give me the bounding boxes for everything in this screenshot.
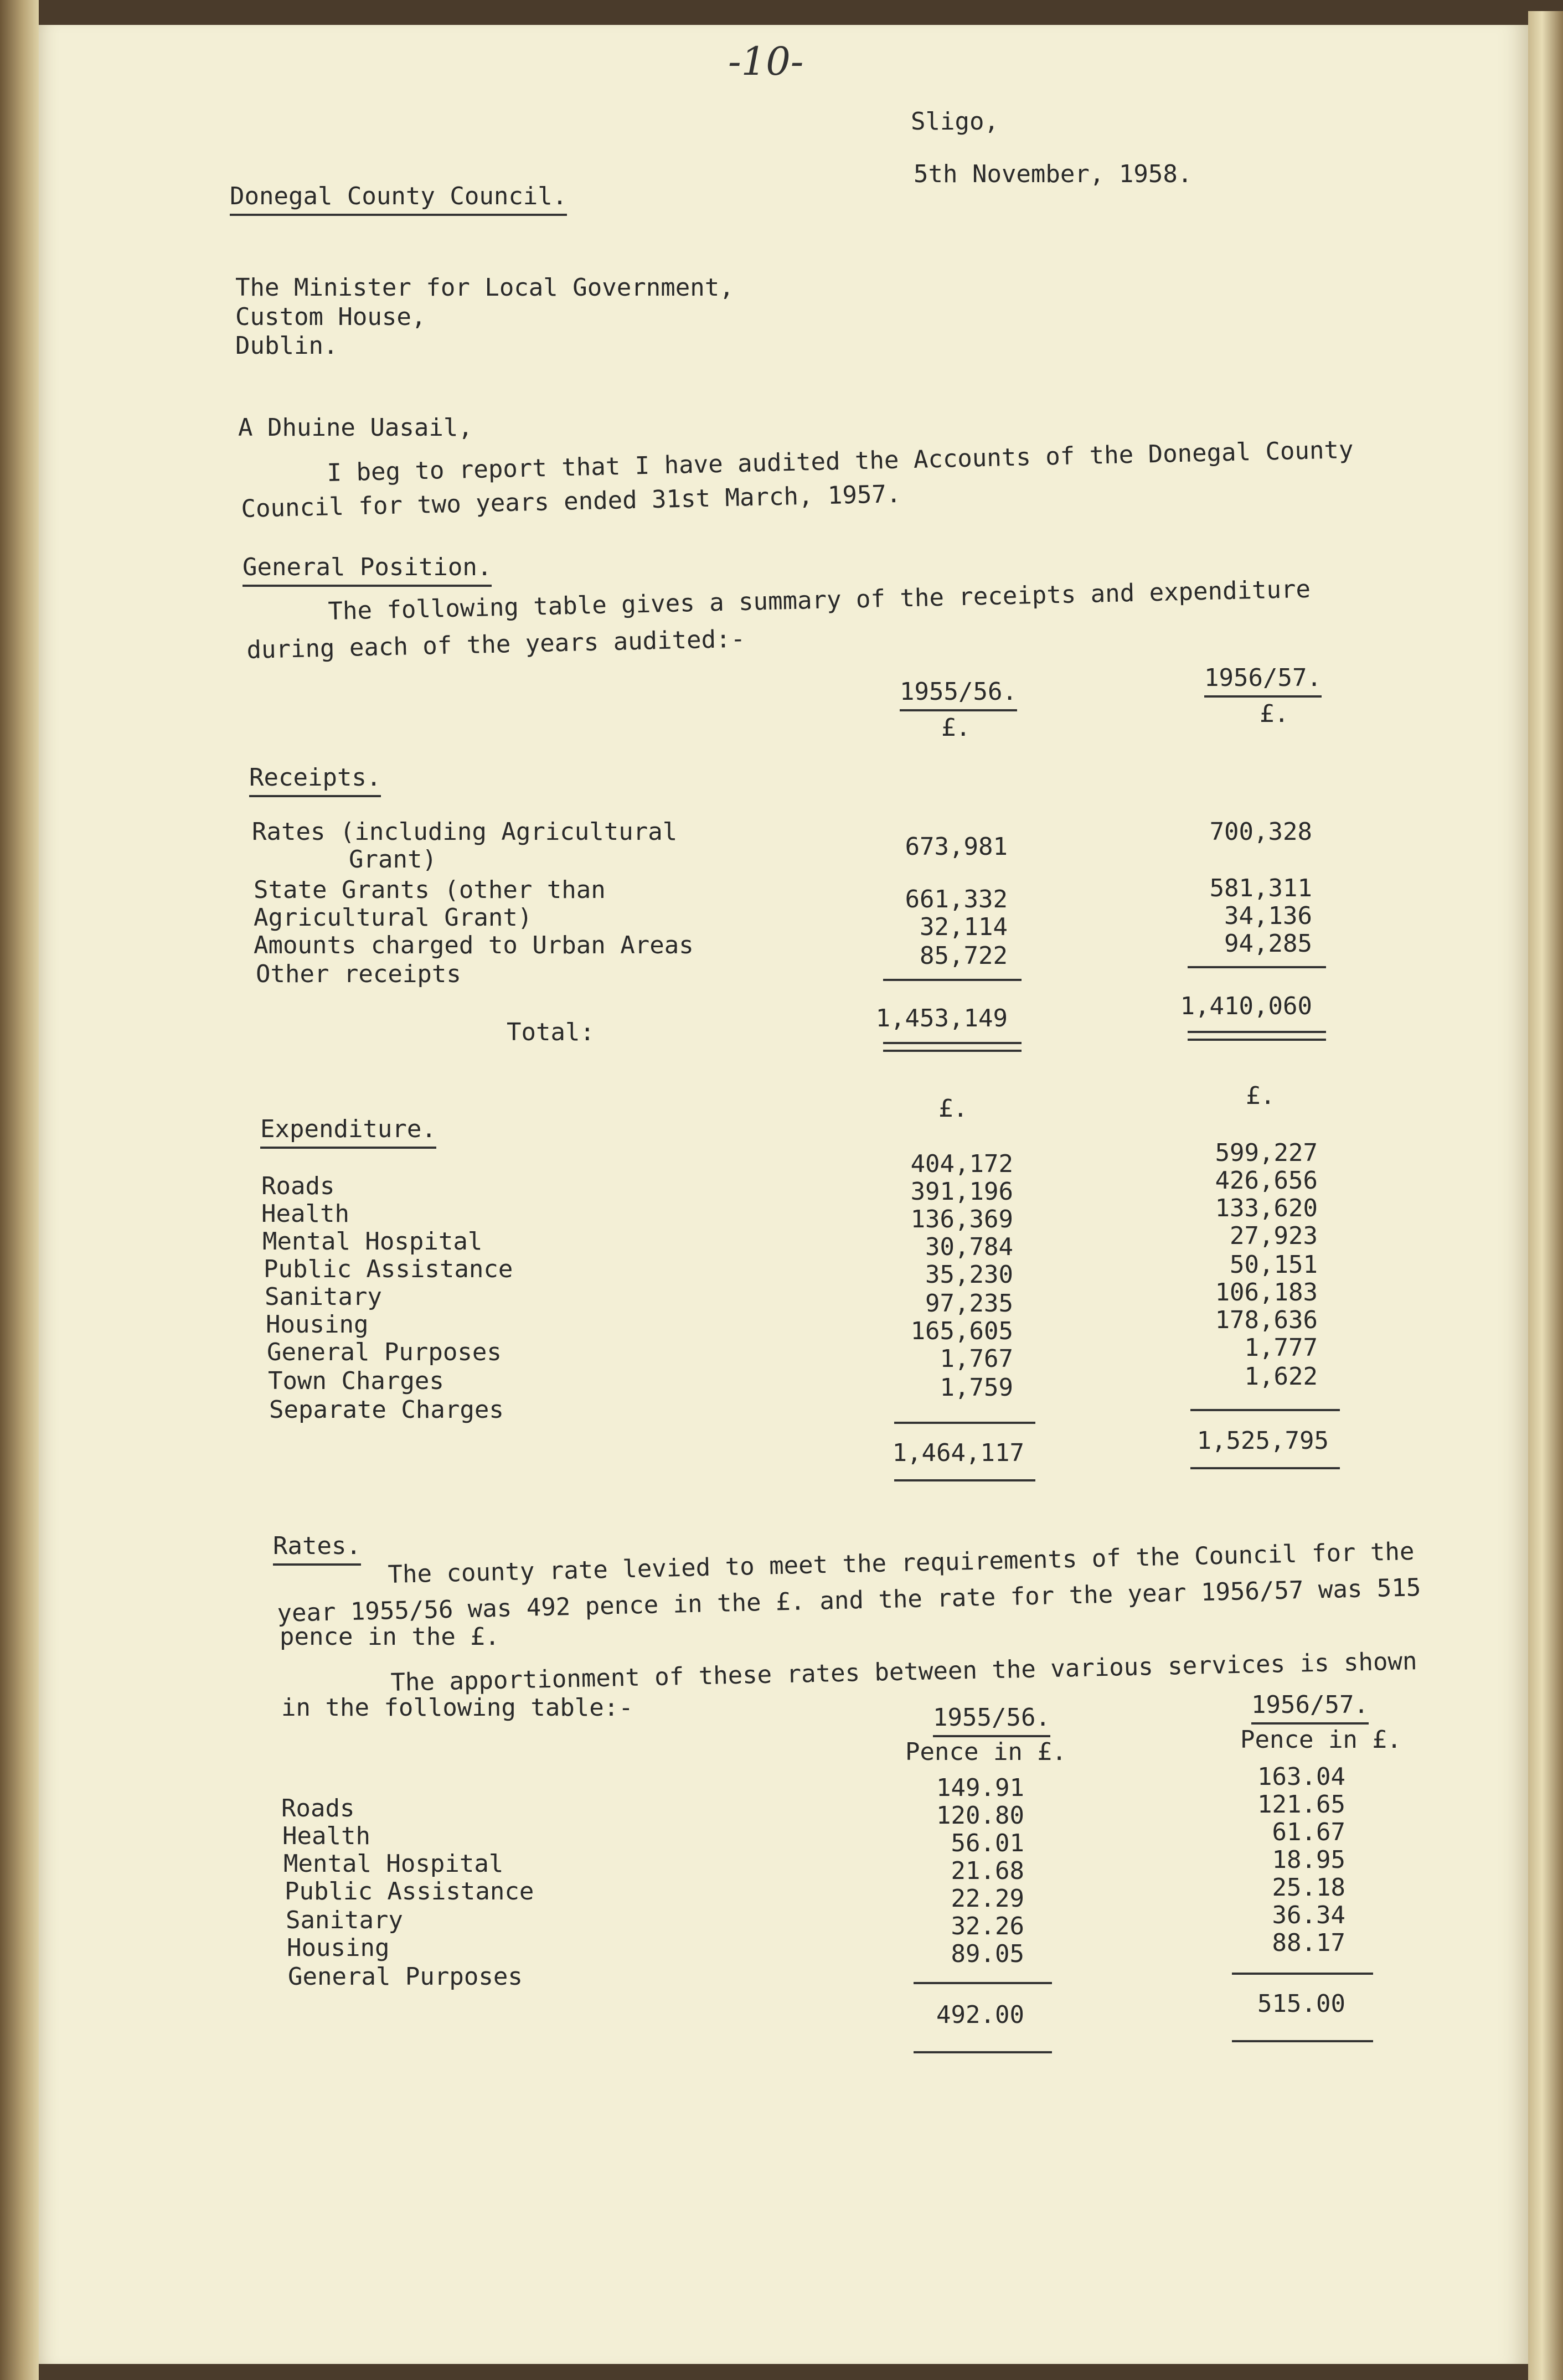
receipts-total-1955: 1,453,149	[875, 1004, 1008, 1032]
receipts-total-rule-1955	[883, 1042, 1022, 1052]
council-name: Donegal County Council.	[230, 183, 567, 216]
place: Sligo,	[911, 107, 999, 136]
expenditure-label: Housing	[266, 1310, 369, 1339]
rates-value-1956: 18.95	[1272, 1846, 1345, 1874]
general-position-heading: General Position.	[243, 554, 492, 587]
gp-para-line-2: during each of the years audited:-	[246, 624, 746, 664]
intro-line-1: I beg to report that I have audited the Accounts of the Donegal County	[326, 435, 1354, 487]
expenditure-label: Sanitary	[265, 1283, 382, 1311]
book-edge	[1528, 11, 1563, 2380]
receipt-value-1956: 700,328	[1209, 818, 1312, 846]
exp-col2-unit: £.	[1246, 1082, 1275, 1110]
expenditure-total-1956: 1,525,795	[1196, 1427, 1329, 1455]
rates-value-1955: 22.29	[951, 1885, 1024, 1913]
receipt-value-1955: 32,114	[920, 913, 1008, 941]
rates-col1-year: 1955/56.	[933, 1704, 1050, 1737]
expenditure-value-1956: 599,227	[1215, 1139, 1318, 1167]
expenditure-rule-1956	[1190, 1409, 1340, 1411]
rates-value-1956: 36.34	[1272, 1901, 1345, 1929]
addressee-line-1: The Minister for Local Government,	[235, 273, 734, 302]
expenditure-value-1956: 50,151	[1230, 1251, 1318, 1279]
expenditure-total-1955: 1,464,117	[892, 1439, 1024, 1467]
rates-label: Sanitary	[286, 1906, 403, 1934]
gp-col1-year: 1955/56.	[900, 678, 1017, 711]
rates-total-1955: 492.00	[936, 2001, 1024, 2029]
receipt-value-1956: 94,285	[1224, 930, 1312, 958]
rates-value-1955: 21.68	[951, 1857, 1024, 1885]
rates-value-1956: 121.65	[1257, 1790, 1345, 1819]
expenditure-label: Health	[261, 1200, 349, 1228]
rates-col1-unit: Pence in £.	[905, 1738, 1067, 1766]
expenditure-heading: Expenditure.	[260, 1116, 436, 1149]
rates-value-1955: 32.26	[951, 1912, 1024, 1940]
expenditure-label: Separate Charges	[269, 1396, 504, 1424]
receipt-value-1956: 34,136	[1224, 902, 1312, 930]
rates-value-1955: 56.01	[951, 1829, 1024, 1857]
rates-value-1955: 149.91	[936, 1774, 1024, 1802]
rates-label: Health	[282, 1822, 370, 1850]
receipt-label: Amounts charged to Urban Areas	[254, 931, 694, 959]
letter-date: 5th November, 1958.	[914, 160, 1193, 188]
expenditure-label: Roads	[261, 1172, 335, 1200]
receipts-rule-1956	[1188, 966, 1326, 968]
rates-label: Housing	[287, 1934, 390, 1962]
expenditure-value-1956: 106,183	[1215, 1278, 1318, 1307]
expenditure-value-1956: 178,636	[1215, 1306, 1318, 1334]
receipts-rule-1955	[883, 979, 1022, 981]
rates-rule-1955	[914, 1982, 1052, 1984]
expenditure-value-1955: 165,605	[910, 1317, 1013, 1345]
receipts-total-label: Total:	[507, 1018, 595, 1046]
receipt-label-cont: Grant)	[349, 845, 437, 874]
receipt-label: State Grants (other than	[254, 876, 606, 904]
expenditure-value-1956: 27,923	[1230, 1222, 1318, 1250]
receipt-label: Rates (including Agricultural	[252, 818, 678, 846]
expenditure-value-1955: 1,759	[940, 1374, 1013, 1402]
receipt-value-1956: 581,311	[1209, 874, 1312, 902]
gp-col2-year: 1956/57.	[1204, 664, 1322, 698]
addressee-line-3: Dublin.	[235, 332, 338, 360]
rates-value-1955: 120.80	[936, 1801, 1024, 1830]
rates-value-1956: 163.04	[1257, 1763, 1345, 1791]
rates-label: Mental Hospital	[283, 1850, 504, 1878]
expenditure-value-1955: 1,767	[940, 1345, 1013, 1373]
expenditure-value-1956: 1,777	[1244, 1334, 1318, 1362]
rates-para2-line-2: in the following table:-	[281, 1694, 633, 1722]
expenditure-value-1956: 426,656	[1215, 1166, 1318, 1195]
receipt-label: Other receipts	[256, 960, 461, 988]
intro-line-2: Council for two years ended 31st March, 1957.	[240, 479, 901, 523]
expenditure-rule-1955	[894, 1422, 1035, 1424]
receipt-value-1955: 661,332	[905, 885, 1008, 913]
page-number: -10-	[728, 39, 804, 84]
rates-para2-line-1: The apportionment of these rates between the various services is shown	[390, 1647, 1417, 1697]
expenditure-value-1955: 391,196	[910, 1178, 1013, 1206]
expenditure-total-rule-1956	[1190, 1467, 1340, 1469]
rates-col2-year: 1956/57.	[1251, 1691, 1369, 1725]
rates-para1-line-3: pence in the £.	[280, 1623, 500, 1651]
rates-label: General Purposes	[288, 1963, 523, 1991]
expenditure-label: Public Assistance	[264, 1255, 513, 1283]
rates-value-1955: 89.05	[951, 1940, 1024, 1968]
rates-label: Roads	[281, 1794, 355, 1823]
expenditure-label: Mental Hospital	[262, 1227, 483, 1256]
rates-total-rule-1955	[914, 2051, 1052, 2053]
expenditure-value-1955: 136,369	[910, 1205, 1013, 1233]
book-spine	[0, 0, 39, 2380]
receipt-value-1955: 673,981	[905, 833, 1008, 861]
rates-value-1956: 25.18	[1272, 1873, 1345, 1902]
exp-col1-unit: £.	[938, 1095, 968, 1123]
expenditure-value-1955: 404,172	[910, 1150, 1013, 1178]
receipts-total-rule-1956	[1188, 1031, 1326, 1041]
rates-rule-1956	[1232, 1973, 1373, 1975]
expenditure-value-1955: 30,784	[925, 1233, 1013, 1261]
gp-para-line-1: The following table gives a summary of the receipts and expenditure	[327, 575, 1311, 626]
receipt-value-1955: 85,722	[920, 942, 1008, 970]
expenditure-value-1956: 1,622	[1244, 1362, 1318, 1391]
expenditure-total-rule-1955	[894, 1479, 1035, 1481]
gp-col2-unit: £.	[1260, 700, 1289, 728]
rates-para1-line-1: The county rate levied to meet the requirements of the Council for the	[387, 1537, 1415, 1589]
expenditure-value-1955: 35,230	[925, 1261, 1013, 1289]
addressee-line-2: Custom House,	[235, 303, 426, 331]
expenditure-label: Town Charges	[268, 1367, 444, 1395]
expenditure-value-1955: 97,235	[925, 1289, 1013, 1318]
rates-total-rule-1956	[1232, 2040, 1373, 2042]
salutation: A Dhuine Uasail,	[238, 414, 473, 442]
rates-label: Public Assistance	[285, 1877, 534, 1906]
rates-value-1956: 61.67	[1272, 1818, 1345, 1846]
rates-total-1956: 515.00	[1257, 1990, 1345, 2018]
rates-para1-line-2: year 1955/56 was 492 pence in the £. and the rate for the year 1956/57 was 515	[276, 1573, 1421, 1628]
receipts-total-1956: 1,410,060	[1180, 992, 1312, 1020]
rates-col2-unit: Pence in £.	[1240, 1726, 1402, 1754]
expenditure-label: General Purposes	[267, 1338, 502, 1366]
receipt-label-cont: Agricultural Grant)	[254, 904, 533, 932]
receipts-heading: Receipts.	[249, 764, 381, 797]
gp-col1-unit: £.	[941, 714, 971, 742]
expenditure-value-1956: 133,620	[1215, 1194, 1318, 1222]
rates-heading: Rates.	[273, 1532, 361, 1566]
rates-value-1956: 88.17	[1272, 1929, 1345, 1957]
